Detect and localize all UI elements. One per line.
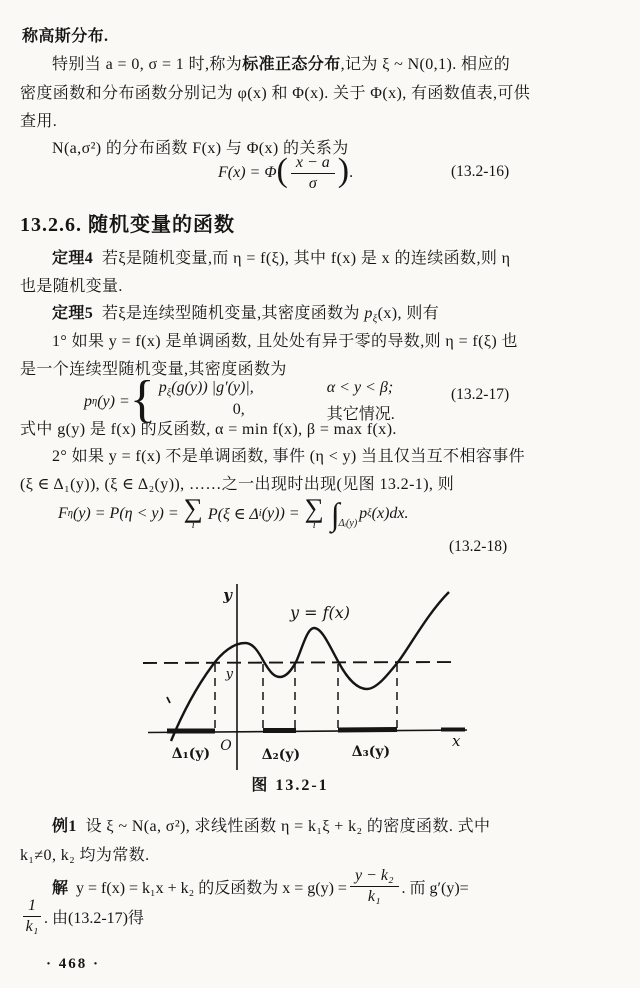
equation-tag-16: (13.2-16) xyxy=(451,163,510,180)
theorem5-line: 定理5 若ξ是连续型随机变量,其密度函数为 $p_\xi(x)$, 则有 xyxy=(52,305,440,325)
solution-line2: $\frac{1}{\text{k₁}}$ . 由(13.2-17)得 xyxy=(20,896,144,936)
intro-line1: 称高斯分布. xyxy=(22,28,109,45)
left-paren: ( xyxy=(276,151,288,189)
theorem4-line1: 定理4 若ξ是随机变量,而 η = f(ξ), 其中 f(x) 是 x 的连续函数,则 η xyxy=(52,250,511,267)
case1-line2: 是一个连续型随机变量,其密度函数为 xyxy=(20,361,287,378)
curve-label: y = f(x) xyxy=(289,603,351,622)
fraction-y-minus-k2-over-k1: $\frac{\text{y − k₂}}{\text{k₁}}$ xyxy=(350,867,399,905)
x-axis-label: x xyxy=(452,732,461,750)
fraction-1-over-k1: $\frac{1}{\text{k₁}}$ xyxy=(23,897,41,935)
section-heading: 13.2.6. 随机变量的函数 xyxy=(20,214,235,236)
theorem5-label: 定理5 xyxy=(52,305,94,322)
level-line-dashed xyxy=(143,662,455,663)
figure-svg xyxy=(55,576,485,778)
formula-13-2-16: F(x) = Φ ( $\frac{x - a}{\sigma}$ ) . xyxy=(218,151,354,192)
solution-label: 解 xyxy=(52,879,69,897)
intro-line5: N(a,σ²) 的分布函数 F(x) 与 Φ(x) 的关系为 xyxy=(52,140,349,157)
theorem4-label: 定理4 xyxy=(52,250,94,267)
fraction-x-minus-a-over-sigma: $\frac{x - a}{\sigma}$ xyxy=(291,154,335,192)
after17-line: 式中 g(y) 是 f(x) 的反函数, α = min f(x), β = max f(x). xyxy=(20,421,397,438)
delta2-label: Δ₂(y) xyxy=(261,747,301,763)
intro-line2: 特别当 a = 0, σ = 1 时,称为标准正态分布,记为 ξ ~ N(0,1). 相应的 xyxy=(52,56,511,73)
formula-13-2-18: F η (y) = P(η < y) = ∑ i P(ξ ∈ Δ i (y)) = ∑ i ∫ Δᵢ(y) p ξ (x)dx. xyxy=(58,493,409,532)
case2-line1: 2° 如果 y = f(x) 不是单调函数, 事件 (η < y) 当且仅当互不相容事件 xyxy=(52,448,526,465)
integral: ∫ Δᵢ(y) xyxy=(330,495,358,532)
intro-line3: 密度函数和分布函数分别记为 φ(x) 和 Φ(x). 关于 Φ(x), 有函数值表,可供 xyxy=(20,85,531,102)
case1-line1: 1° 如果 y = f(x) 是单调函数, 且处处有异于零的导数,则 η = f(ξ) 也 xyxy=(52,333,518,350)
bold-term-standard-normal: 标准正态分布 xyxy=(242,56,341,73)
theorem4-line2: 也是随机变量. xyxy=(20,278,123,295)
y-axis-label: y xyxy=(223,586,232,604)
delta3-segment xyxy=(338,730,397,731)
example1-line1: 例1 设 ξ ~ N(a, σ²), 求线性函数 η = k₁ξ + k₂ 的密度函数. 式中 xyxy=(52,818,491,835)
equation-tag-17: (13.2-17) xyxy=(451,386,510,403)
figure-13-2-1 xyxy=(55,576,485,778)
level-label: y xyxy=(225,667,233,682)
solution-line1: 解 y = f(x) = k₁x + k₂ 的反函数为 x = g(y) = $\frac{\text{y − k₂}}{\text{k₁}}$ . 而 g′(y)= xyxy=(52,866,469,905)
summation-1: ∑ i xyxy=(183,493,203,532)
figure-caption: 图 13.2-1 xyxy=(251,777,329,794)
example1-line2: k₁≠0, k₂ 均为常数. xyxy=(20,847,150,864)
example1-label: 例1 xyxy=(52,818,77,835)
ink-speck xyxy=(167,697,170,703)
cases-brace: { xyxy=(129,371,155,429)
summation-2: ∑ i xyxy=(304,493,324,532)
right-paren: ) xyxy=(337,151,350,189)
case2-line2: (ξ ∈ Δ₁(y)), (ξ ∈ Δ₂(y)), ……之一出现时出现(见图 13.2-1), 则 xyxy=(20,476,455,493)
formula-13-2-17: p η (y) = { $p_\xi(g(y))$ |g′(y)|, α < y < β; 0, 其它情况. xyxy=(84,371,395,429)
delta3-label: Δ₃(y) xyxy=(351,744,391,760)
origin-label: O xyxy=(220,738,232,754)
page-number: · 468 · xyxy=(46,956,101,972)
delta1-label: Δ₁(y) xyxy=(171,746,211,762)
equation-tag-18: (13.2-18) xyxy=(449,538,508,555)
intro-line4: 查用. xyxy=(20,113,58,130)
